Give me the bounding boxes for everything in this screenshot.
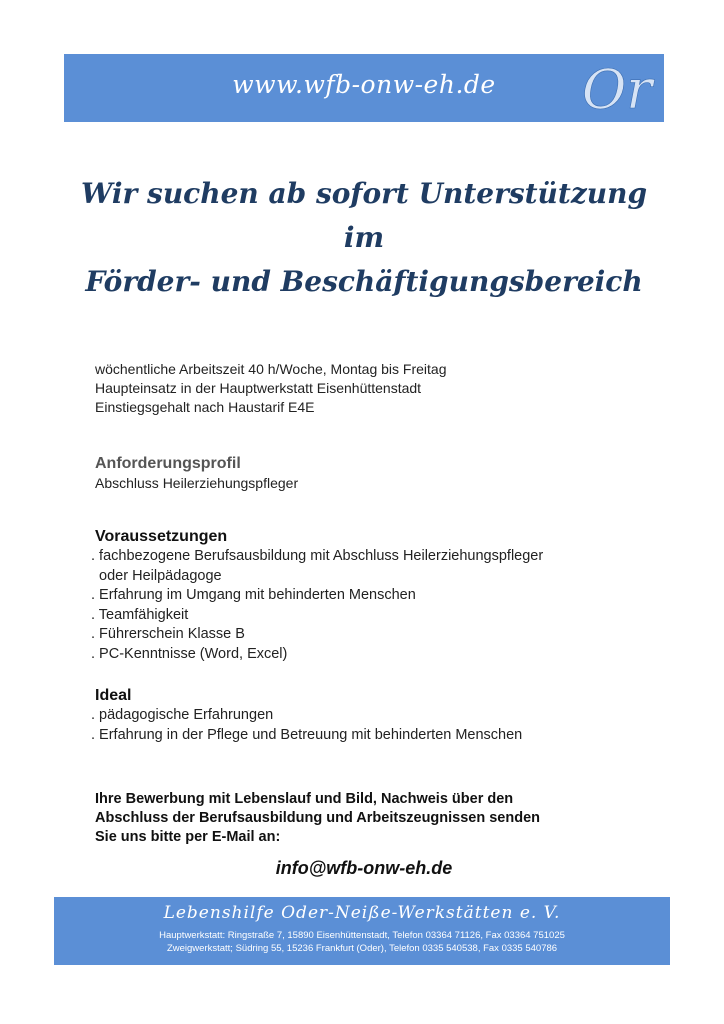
application-line: Abschluss der Berufsausbildung und Arbeitszeugnissen senden [95, 810, 541, 826]
headline-line-1: Wir suchen ab sofort Unterstützung [80, 177, 648, 210]
list-item: . Erfahrung in der Pflege und Betreuung mit behinderten Menschen [91, 726, 523, 743]
ideal-section [91, 686, 523, 745]
footer-address-branch: Zweigwerkstatt; Südring 55, 15236 Frankfurt (Oder), Telefon 0335 540538, Fax 0335 540786 [166, 943, 558, 954]
footer-band [54, 897, 670, 965]
job-info-line: wöchentliche Arbeitszeit 40 h/Woche, Montag bis Freitag [95, 361, 447, 377]
prerequisites-section [91, 527, 544, 664]
application-line: Ihre Bewerbung mit Lebenslauf und Bild, Nachweis über den [95, 791, 514, 807]
list-item: . pädagogische Erfahrungen [91, 707, 274, 723]
headline [64, 172, 664, 304]
prerequisites-heading: Voraussetzungen [95, 528, 228, 545]
job-info-line: Einstiegsgehalt nach Haustarif E4E [95, 399, 315, 415]
footer-organization-name: Lebenshilfe Oder-Neiße-Werkstätten e. V. [163, 903, 561, 923]
list-item: . Erfahrung im Umgang mit behinderten Menschen [91, 587, 416, 603]
application-email-link[interactable]: info@wfb-onw-eh.de [275, 858, 453, 878]
requirements-profile-text: Abschluss Heilerziehungspfleger [95, 475, 299, 491]
organization-logo-icon [578, 58, 653, 121]
job-info [95, 360, 446, 417]
header-band [64, 54, 664, 122]
list-item: oder Heilpädagoge [91, 567, 222, 584]
list-item: . Teamfähigkeit [91, 606, 189, 623]
headline-line-2: im [343, 221, 385, 254]
ideal-list [91, 706, 522, 745]
requirements-profile-section [95, 454, 298, 492]
website-url[interactable]: www.wfb-onw-eh.de [232, 70, 496, 99]
job-info-line: Haupteinsatz in der Hauptwerkstatt Eisenhüttenstadt [95, 380, 422, 396]
logo-lettering: Or [582, 58, 653, 121]
list-item: . fachbezogene Berufsausbildung mit Abschluss Heilerziehungspfleger [91, 548, 544, 564]
application-line: Sie uns bitte per E-Mail an: [95, 829, 281, 845]
list-item: . PC-Kenntnisse (Word, Excel) [91, 645, 288, 662]
headline-line-3: Förder- und Beschäftigungsbereich [85, 265, 643, 298]
application-instructions [95, 790, 540, 847]
prerequisites-list [91, 547, 543, 664]
list-item: . Führerschein Klasse B [91, 626, 245, 642]
requirements-profile-heading: Anforderungsprofil [95, 455, 241, 472]
ideal-heading: Ideal [95, 687, 132, 704]
footer-address-main: Hauptwerkstatt: Ringstraße 7, 15890 Eisenhüttenstadt, Telefon 03364 71126, Fax 03364 751025 [159, 930, 565, 941]
